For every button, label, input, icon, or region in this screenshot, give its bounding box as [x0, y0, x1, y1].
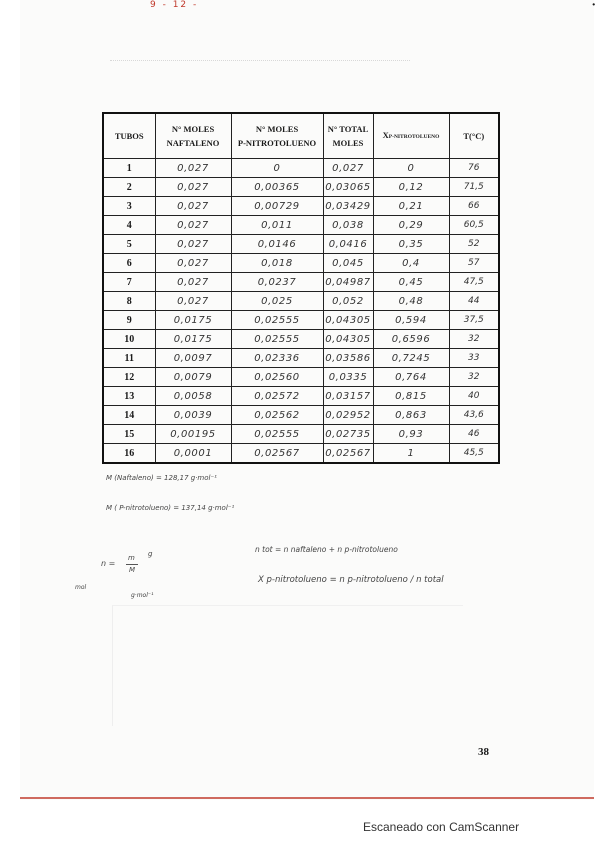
- header-temperature: T(°C): [449, 113, 499, 159]
- cell-mole-fraction: 0,48: [373, 292, 449, 311]
- cell-moles-nitrotolueno: 0,0146: [231, 235, 323, 254]
- cell-moles-naftaleno: 0,027: [155, 292, 231, 311]
- cell-temperature: 52: [449, 235, 499, 254]
- cell-tubo: 7: [103, 273, 155, 292]
- cell-tubo: 1: [103, 159, 155, 178]
- cell-moles-naftaleno: 0,0058: [155, 387, 231, 406]
- cell-temperature: 44: [449, 292, 499, 311]
- cell-tubo: 14: [103, 406, 155, 425]
- top-scribble: 9 - 12 -: [150, 0, 199, 10]
- table-row: [103, 273, 499, 292]
- cell-tubo: 3: [103, 197, 155, 216]
- cell-total-moles: 0,045: [323, 254, 373, 273]
- cell-temperature: 60,5: [449, 216, 499, 235]
- cell-mole-fraction: 0,7245: [373, 349, 449, 368]
- cell-temperature: 47,5: [449, 273, 499, 292]
- table-row: [103, 178, 499, 197]
- total-moles-formula: n tot = n naftaleno + n p-nitrotolueno: [255, 545, 398, 554]
- cell-mole-fraction: 0,815: [373, 387, 449, 406]
- cell-total-moles: 0,027: [323, 159, 373, 178]
- cell-moles-nitrotolueno: 0,02572: [231, 387, 323, 406]
- cell-moles-nitrotolueno: 0,02555: [231, 425, 323, 444]
- table-row: [103, 387, 499, 406]
- cell-moles-nitrotolueno: 0,02567: [231, 444, 323, 464]
- cell-tubo: 15: [103, 425, 155, 444]
- cell-temperature: 32: [449, 330, 499, 349]
- formula-mol: mol: [75, 584, 87, 591]
- cell-moles-nitrotolueno: 0,02555: [231, 311, 323, 330]
- cell-total-moles: 0,03157: [323, 387, 373, 406]
- cell-tubo: 10: [103, 330, 155, 349]
- cell-mole-fraction: 0,764: [373, 368, 449, 387]
- cell-moles-nitrotolueno: 0,0237: [231, 273, 323, 292]
- cell-mole-fraction: 0,29: [373, 216, 449, 235]
- cell-temperature: 66: [449, 197, 499, 216]
- cell-moles-naftaleno: 0,0175: [155, 330, 231, 349]
- cell-moles-nitrotolueno: 0,02560: [231, 368, 323, 387]
- cell-temperature: 71,5: [449, 178, 499, 197]
- corner-mark: ·: [591, 0, 596, 13]
- cell-moles-nitrotolueno: 0,025: [231, 292, 323, 311]
- cell-moles-nitrotolueno: 0,02562: [231, 406, 323, 425]
- cell-temperature: 37,5: [449, 311, 499, 330]
- header-moles-nitrotolueno: N° MOLES P-NITROTOLUENO: [231, 113, 323, 159]
- table-row: [103, 197, 499, 216]
- table-row: [103, 292, 499, 311]
- cell-mole-fraction: 0,863: [373, 406, 449, 425]
- header-mole-fraction: XP-NITROTOLUENO: [373, 113, 449, 159]
- table-body: [103, 159, 499, 464]
- cell-tubo: 5: [103, 235, 155, 254]
- cell-tubo: 13: [103, 387, 155, 406]
- cell-total-moles: 0,0335: [323, 368, 373, 387]
- cell-temperature: 45,5: [449, 444, 499, 464]
- cell-mole-fraction: 0,21: [373, 197, 449, 216]
- cell-moles-naftaleno: 0,0097: [155, 349, 231, 368]
- cell-moles-nitrotolueno: 0,02336: [231, 349, 323, 368]
- formula-denominator: M: [129, 566, 136, 574]
- cell-total-moles: 0,0416: [323, 235, 373, 254]
- cell-temperature: 46: [449, 425, 499, 444]
- cell-tubo: 6: [103, 254, 155, 273]
- cell-tubo: 4: [103, 216, 155, 235]
- cell-temperature: 32: [449, 368, 499, 387]
- cell-total-moles: 0,038: [323, 216, 373, 235]
- cell-tubo: 12: [103, 368, 155, 387]
- cell-temperature: 33: [449, 349, 499, 368]
- table-row: [103, 349, 499, 368]
- cell-moles-naftaleno: 0,027: [155, 235, 231, 254]
- page-number: 38: [478, 746, 489, 758]
- molar-mass-naftaleno-note: M (Naftaleno) = 128,17 g·mol⁻¹: [106, 474, 217, 482]
- data-table: [102, 112, 500, 464]
- cell-total-moles: 0,03586: [323, 349, 373, 368]
- cell-moles-naftaleno: 0,0039: [155, 406, 231, 425]
- header-total-moles: N° TOTAL MOLES: [323, 113, 373, 159]
- cell-tubo: 9: [103, 311, 155, 330]
- cell-moles-naftaleno: 0,0175: [155, 311, 231, 330]
- cell-total-moles: 0,03065: [323, 178, 373, 197]
- table-header-row: [103, 113, 499, 159]
- cell-moles-nitrotolueno: 0,00365: [231, 178, 323, 197]
- cell-mole-fraction: 0,6596: [373, 330, 449, 349]
- cell-moles-naftaleno: 0,027: [155, 254, 231, 273]
- cell-moles-naftaleno: 0,027: [155, 273, 231, 292]
- header-moles-naftaleno: N° MOLES NAFTALENO: [155, 113, 231, 159]
- cell-moles-nitrotolueno: 0: [231, 159, 323, 178]
- cell-moles-nitrotolueno: 0,02555: [231, 330, 323, 349]
- cell-moles-naftaleno: 0,00195: [155, 425, 231, 444]
- formula-n: n =: [101, 559, 116, 568]
- cell-tubo: 2: [103, 178, 155, 197]
- header-tubos: TUBOS: [103, 113, 155, 159]
- formula-unit: g·mol⁻¹: [131, 592, 154, 599]
- cell-total-moles: 0,02567: [323, 444, 373, 464]
- cell-moles-naftaleno: 0,0079: [155, 368, 231, 387]
- cell-moles-nitrotolueno: 0,00729: [231, 197, 323, 216]
- cell-mole-fraction: 0,4: [373, 254, 449, 273]
- table-row: [103, 159, 499, 178]
- cell-mole-fraction: 0,35: [373, 235, 449, 254]
- cell-total-moles: 0,04305: [323, 330, 373, 349]
- cell-total-moles: 0,04987: [323, 273, 373, 292]
- fraction-bar: [126, 564, 138, 565]
- cell-temperature: 43,6: [449, 406, 499, 425]
- formula-unit-g: g: [148, 550, 153, 558]
- cell-moles-naftaleno: 0,027: [155, 178, 231, 197]
- table-row: [103, 311, 499, 330]
- cell-mole-fraction: 0,594: [373, 311, 449, 330]
- cell-total-moles: 0,02952: [323, 406, 373, 425]
- cell-moles-naftaleno: 0,027: [155, 197, 231, 216]
- table-row: [103, 406, 499, 425]
- cell-moles-nitrotolueno: 0,011: [231, 216, 323, 235]
- cell-temperature: 57: [449, 254, 499, 273]
- mole-fraction-formula: X p-nitrotolueno = n p-nitrotolueno / n total: [258, 575, 444, 585]
- formula-numerator: m: [128, 554, 135, 562]
- table-row: [103, 216, 499, 235]
- moles-formula-sketch: [73, 550, 183, 610]
- cell-tubo: 16: [103, 444, 155, 464]
- cell-moles-naftaleno: 0,027: [155, 159, 231, 178]
- faint-graph-area: [112, 605, 463, 726]
- cell-moles-naftaleno: 0,0001: [155, 444, 231, 464]
- table-row: [103, 254, 499, 273]
- cell-total-moles: 0,02735: [323, 425, 373, 444]
- cell-mole-fraction: 0,12: [373, 178, 449, 197]
- table-row: [103, 368, 499, 387]
- cell-tubo: 11: [103, 349, 155, 368]
- cell-total-moles: 0,03429: [323, 197, 373, 216]
- cell-tubo: 8: [103, 292, 155, 311]
- cell-temperature: 76: [449, 159, 499, 178]
- scanner-watermark: Escaneado con CamScanner: [363, 820, 520, 834]
- page-bottom-edge: [20, 797, 594, 799]
- cell-mole-fraction: 0: [373, 159, 449, 178]
- table-row: [103, 330, 499, 349]
- cell-moles-nitrotolueno: 0,018: [231, 254, 323, 273]
- table-row: [103, 425, 499, 444]
- table-row: [103, 444, 499, 464]
- cell-mole-fraction: 0,93: [373, 425, 449, 444]
- cell-total-moles: 0,052: [323, 292, 373, 311]
- cell-mole-fraction: 1: [373, 444, 449, 464]
- cell-temperature: 40: [449, 387, 499, 406]
- cell-total-moles: 0,04305: [323, 311, 373, 330]
- faint-pencil-line: [110, 60, 410, 62]
- cell-mole-fraction: 0,45: [373, 273, 449, 292]
- table-row: [103, 235, 499, 254]
- cell-moles-naftaleno: 0,027: [155, 216, 231, 235]
- molar-mass-nitrotolueno-note: M ( P-nitrotolueno) = 137,14 g·mol⁻¹: [106, 504, 235, 512]
